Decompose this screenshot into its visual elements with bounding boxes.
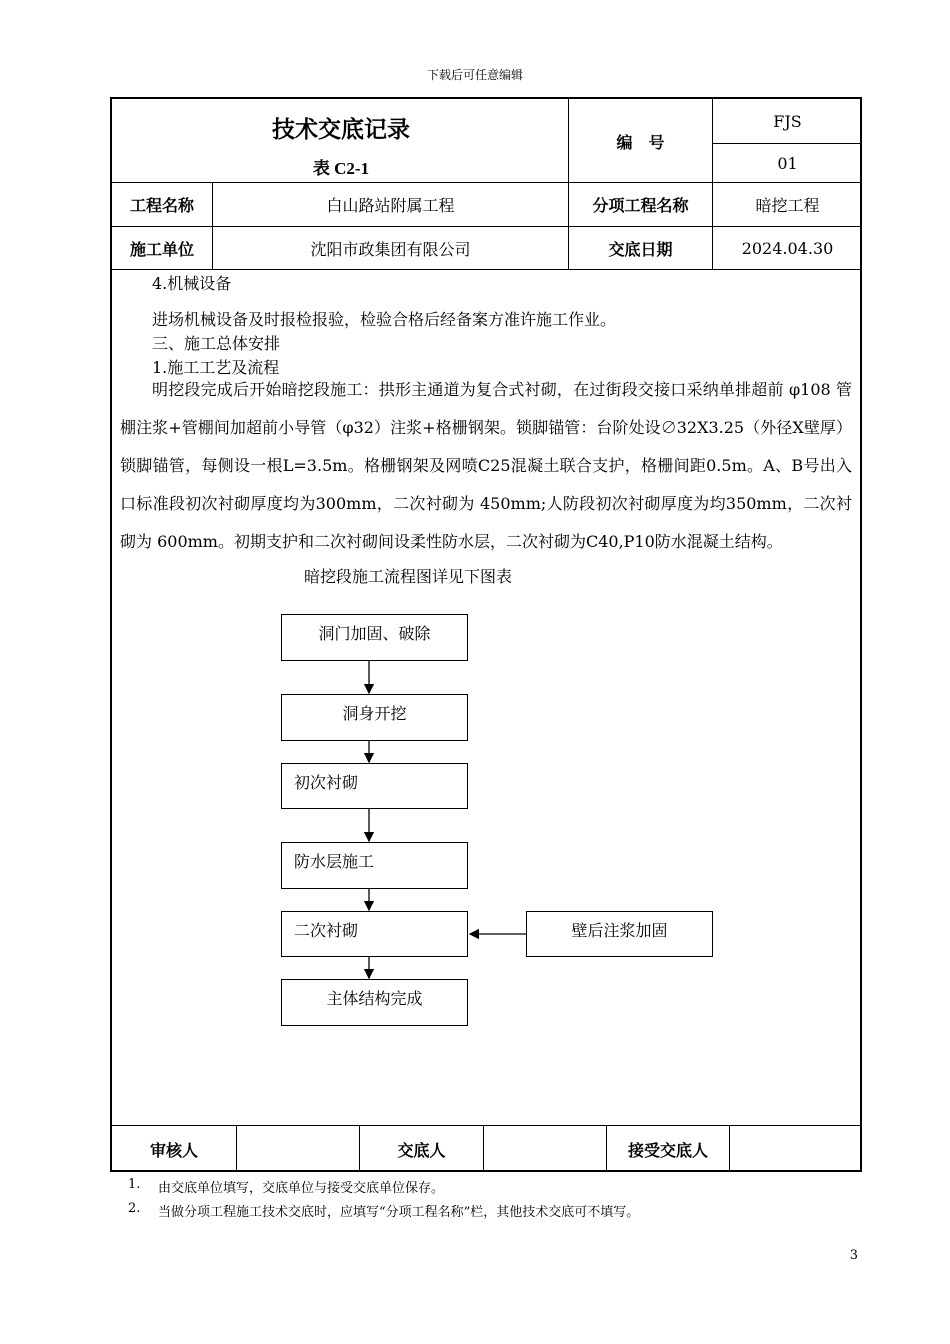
page-number: 3 [849,1248,858,1263]
contractor-label: 施工单位 [129,241,194,259]
code-value-1: FJS [773,112,802,131]
construction-description-paragraph: 明挖段完成后开始暗挖段施工：拱形主通道为复合式衬砌，在过街段交接口采纳单排超前 φ108 管棚注浆+管棚间加超前小导管（φ32）注浆+格栅钢架。锁脚锚管：台阶处设∅32X3.25（外径X壁厚）锁脚锚管，每侧设一根L=3.5m。格栅钢架及网喷C25混凝土联合支护，格栅间距0.5m。A、B号出入口标准段初次衬砌厚度均为300mm，二次衬砌为 450mm;人防段初次衬砌厚度为均350mm，二次衬砌为 600mm。初期支护和二次衬砌间设柔性防水层，二次衬砌为C40,P10防水混凝土结构。 [120,380,852,551]
footnote-2-text: 当做分项工程施工技术交底时，应填写“分项工程名称”栏，其他技术交底可不填写。 [158,1205,640,1220]
footnote-2-number: 2. [128,1201,141,1216]
flow-step-portal-reinforce: 洞门加固、破除 [281,614,468,661]
content-line-section-heading: 三、施工总体安排 [152,334,281,353]
flow-step-secondary-lining: 二次衬砌 [281,911,468,957]
flow-step-waterproofing: 防水层施工 [281,842,468,889]
flow-step-backfill-grouting: 壁后注浆加固 [526,911,713,957]
sub-project-label: 分项工程名称 [592,198,689,215]
top-watermark-note: 下载后可任意编辑 [426,68,523,82]
form-number: 表 C2-1 [312,158,370,178]
contractor-value: 沈阳市政集团有限公司 [310,239,471,259]
project-name-value: 白山路站附属工程 [326,196,455,215]
flow-step-main-structure-complete: 主体结构完成 [281,979,468,1026]
code-value-2: 01 [777,153,798,173]
discloser-label: 交底人 [397,1142,446,1160]
footnote-1-text: 由交底单位填写，交底单位与接受交底单位保存。 [158,1181,445,1196]
flow-caption: 暗挖段施工流程图详见下图表 [304,567,513,586]
receiver-label: 接受交底人 [627,1142,708,1160]
reviewer-label: 审核人 [149,1142,198,1160]
project-name-label: 工程名称 [129,198,194,215]
date-value: 2024.04.30 [741,238,834,258]
date-label: 交底日期 [608,241,673,259]
sub-project-value: 暗挖工程 [755,196,820,215]
code-label: 编 号 [616,134,665,152]
form-title: 技术交底记录 [272,115,410,143]
footnote-1-number: 1. [128,1177,141,1192]
content-line-process-heading: 1.施工工艺及流程 [152,358,280,377]
content-line-inspection: 进场机械设备及时报检报验，检验合格后经备案方准许施工作业。 [152,310,617,329]
flow-step-excavation: 洞身开挖 [281,694,468,741]
flow-step-primary-lining: 初次衬砌 [281,763,468,809]
content-line-machinery: 4.机械设备 [152,274,232,293]
